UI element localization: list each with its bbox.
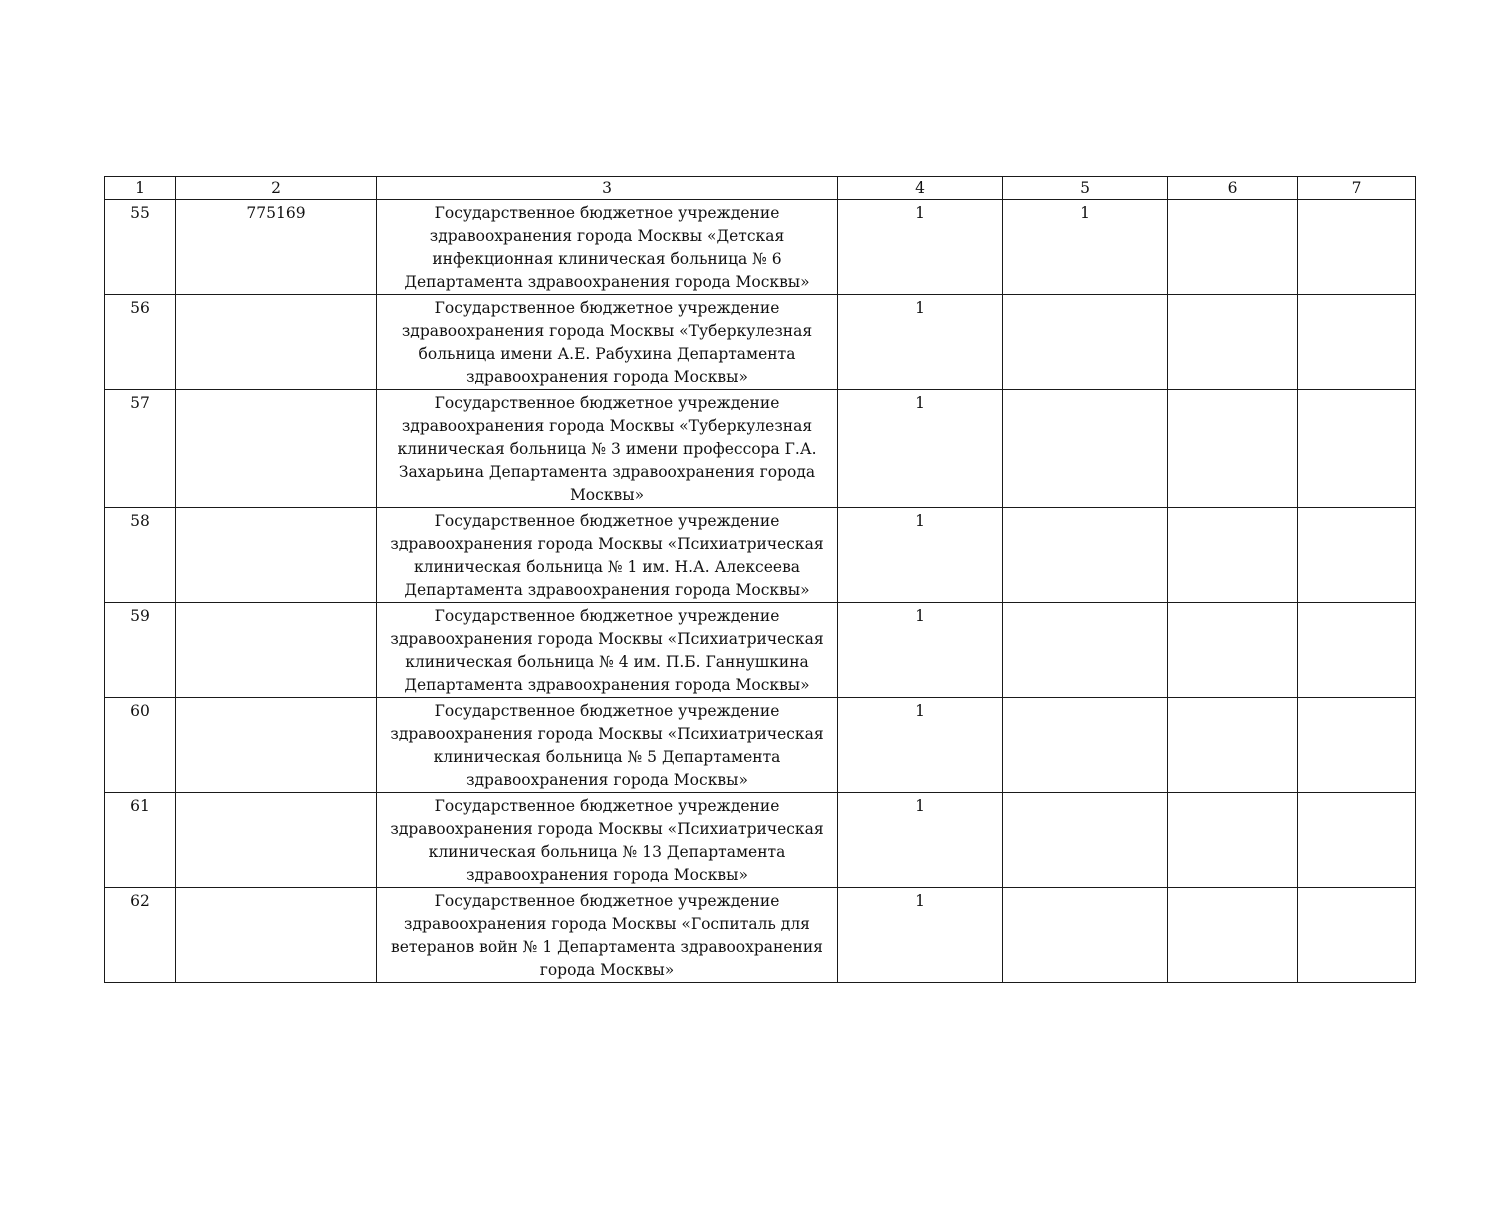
row-col-6 [1168, 603, 1298, 698]
row-col-5 [1003, 508, 1168, 603]
row-col-5 [1003, 698, 1168, 793]
row-col-4: 1 [838, 200, 1003, 295]
table-row [105, 390, 1416, 508]
row-number: 56 [105, 295, 176, 390]
table-row [105, 295, 1416, 390]
institution-name-text: Государственное бюджетное учреждение здравоохранения города Москвы «Туберкулезная больница имени А.Е. Рабухина Департамента здравоохранения города Москвы» [401, 299, 813, 386]
institution-name [377, 200, 838, 295]
table-row [105, 793, 1416, 888]
row-col-7 [1298, 888, 1416, 983]
row-col-4: 1 [838, 390, 1003, 508]
row-col-7 [1298, 200, 1416, 295]
row-number: 61 [105, 793, 176, 888]
row-col-4: 1 [838, 793, 1003, 888]
row-number: 60 [105, 698, 176, 793]
row-col-6 [1168, 698, 1298, 793]
row-col-6 [1168, 295, 1298, 390]
institution-name [377, 295, 838, 390]
row-col-4: 1 [838, 295, 1003, 390]
row-col-6 [1168, 888, 1298, 983]
row-number: 57 [105, 390, 176, 508]
row-col-4: 1 [838, 508, 1003, 603]
header-col-4: 4 [838, 177, 1003, 200]
row-col-4: 1 [838, 603, 1003, 698]
row-col-6 [1168, 200, 1298, 295]
header-col-3: 3 [377, 177, 838, 200]
hospitals-table [104, 176, 1416, 983]
header-col-6: 6 [1168, 177, 1298, 200]
row-col-4: 1 [838, 888, 1003, 983]
row-col-7 [1298, 390, 1416, 508]
institution-name-text: Государственное бюджетное учреждение здравоохранения города Москвы «Туберкулезная клиническая больница № 3 имени профессора Г.А. Захарьина Департамента здравоохранения города Москвы» [397, 394, 817, 504]
row-number: 62 [105, 888, 176, 983]
row-col-5 [1003, 603, 1168, 698]
table-row [105, 698, 1416, 793]
row-code [176, 888, 377, 983]
row-col-6 [1168, 390, 1298, 508]
institution-name [377, 698, 838, 793]
row-col-7 [1298, 295, 1416, 390]
row-col-4: 1 [838, 698, 1003, 793]
row-col-7 [1298, 603, 1416, 698]
row-code [176, 698, 377, 793]
row-number: 59 [105, 603, 176, 698]
institution-name-text: Государственное бюджетное учреждение здравоохранения города Москвы «Психиатрическая клиническая больница № 5 Департамента здравоохранения города Москвы» [390, 702, 824, 789]
row-col-6 [1168, 793, 1298, 888]
row-col-5 [1003, 888, 1168, 983]
row-number: 55 [105, 200, 176, 295]
institution-name [377, 888, 838, 983]
header-col-2: 2 [176, 177, 377, 200]
institution-name-text: Государственное бюджетное учреждение здравоохранения города Москвы «Психиатрическая клиническая больница № 13 Департамента здравоохранения города Москвы» [390, 797, 824, 884]
row-code [176, 793, 377, 888]
row-col-7 [1298, 508, 1416, 603]
row-col-5: 1 [1003, 200, 1168, 295]
table-header [105, 177, 1416, 200]
institution-name-text: Государственное бюджетное учреждение здравоохранения города Москвы «Психиатрическая клиническая больница № 4 им. П.Б. Ганнушкина Департамента здравоохранения города Москвы» [390, 607, 824, 694]
institution-name-text: Государственное бюджетное учреждение здравоохранения города Москвы «Госпиталь для ветеранов войн № 1 Департамента здравоохранения города Москвы» [391, 892, 823, 979]
header-col-5: 5 [1003, 177, 1168, 200]
institution-name [377, 603, 838, 698]
row-code [176, 295, 377, 390]
institution-name [377, 793, 838, 888]
row-col-5 [1003, 793, 1168, 888]
row-code [176, 390, 377, 508]
row-col-6 [1168, 508, 1298, 603]
row-code: 775169 [176, 200, 377, 295]
header-col-1: 1 [105, 177, 176, 200]
table-row [105, 603, 1416, 698]
row-code [176, 603, 377, 698]
row-col-7 [1298, 698, 1416, 793]
header-col-7: 7 [1298, 177, 1416, 200]
row-col-5 [1003, 295, 1168, 390]
table-row [105, 508, 1416, 603]
row-col-7 [1298, 793, 1416, 888]
institution-name [377, 390, 838, 508]
table-body [105, 200, 1416, 983]
institution-name-text: Государственное бюджетное учреждение здравоохранения города Москвы «Детская инфекционная клиническая больница № 6 Департамента здравоохранения города Москвы» [404, 204, 810, 291]
row-code [176, 508, 377, 603]
row-number: 58 [105, 508, 176, 603]
table-row [105, 200, 1416, 295]
institution-name [377, 508, 838, 603]
row-col-5 [1003, 390, 1168, 508]
institution-name-text: Государственное бюджетное учреждение здравоохранения города Москвы «Психиатрическая клиническая больница № 1 им. Н.А. Алексеева Департамента здравоохранения города Москвы» [390, 512, 824, 599]
header-row [105, 177, 1416, 200]
table-row [105, 888, 1416, 983]
